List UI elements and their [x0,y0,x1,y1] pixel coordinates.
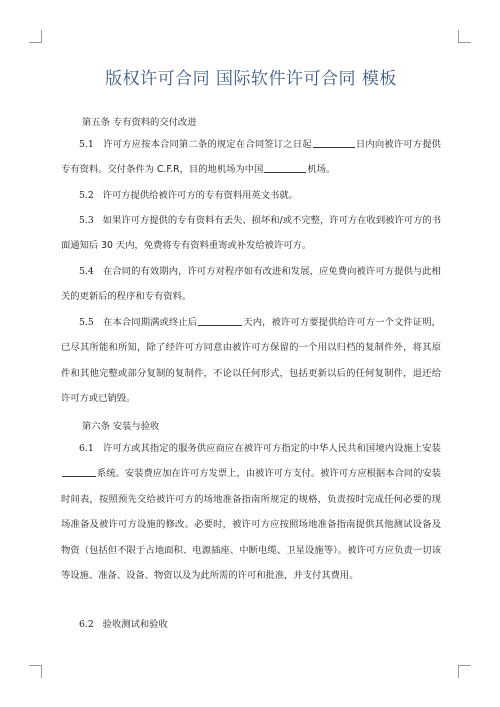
fill-in-blank-system [62,466,96,477]
clause-5-1 [61,132,441,183]
clause-text: 日内向被许可方提供专有资料。交付条件为 C.F.R，目的地机场为中国 [61,139,441,176]
clause-text: 在合同的有效期内，许可方对程序如有改进和发展，应免费向被许可方提供与此相关的更新后的程序和专有资料。 [61,266,441,303]
clause-number: 5.4 [79,266,94,277]
document-title: 版权许可合同 国际软件许可合同 模板 [105,69,397,89]
fill-in-blank-airport [264,162,306,173]
clause-number: 6.1 [79,443,94,454]
fill-in-blank-days [313,137,355,148]
article-6-heading: 第六条 安装与验收 [82,421,160,432]
clause-6-1 [61,436,441,588]
corner-mark-bottom-right [458,665,471,678]
clause-number: 5.3 [79,215,94,226]
clause-5-4 [61,259,441,310]
clause-number: 5.2 [79,190,94,201]
corner-mark-bottom-left [29,665,42,678]
clause-number: 5.1 [79,139,94,150]
clause-text: 天内，被许可方要提供给许可方一个文件证明，已尽其所能和所知，除了经许可方同意由被许可方保留的一个用以归档的复制件外，将其原件和其他完整或部分复制的复制件，不论以任何形式，包括更新以后的任何复制件，退还给许可方或已销毁。 [61,317,441,405]
clause-text: 如果许可方提供的专有资料有丢失、损坏和/或不完整，许可方在收到被许可方的书面通知后 30 天内，免费将专有资料重寄或补发给被许可方。 [61,215,441,252]
clause-5-2 [61,183,441,208]
clause-text: 系统。安装费应加在许可方发票上，由被许可方支付。被许可方应根据本合同的安装时间表，按照预先交给被许可方的场地准备指南所规定的规格，负责按时完成任何必要的现场准备及被许可方设施的修改。必要时，被许可方应按照场地准备指南提供其他测试设备及物资（包括但不限于占地面积、电源插座、中断电缆、卫星设施等）。被许可方应负责一切该等设施、准备、设备、物资以及为此所需的许可和批准，并支付其费用。 [61,468,441,582]
clause-6-2 [61,612,441,637]
fill-in-blank-days [198,315,242,326]
clause-text: 许可方或其指定的服务供应商应在被许可方指定的中华人民共和国境内设施上安装 [102,443,441,454]
clause-text: 机场。 [307,164,336,176]
clause-number: 5.5 [79,317,94,328]
clause-text: 在本合同期满或终止后 [103,317,198,328]
clause-number: 6.2 [79,619,94,630]
clause-5-5 [61,310,441,412]
clause-text: 许可方提供给被许可方的专有资料用英文书就。 [102,190,298,201]
corner-mark-top-right [458,30,471,43]
corner-mark-top-left [29,30,42,43]
clause-text: 许可方应按本合同第二条的规定在合同签订之日起 [103,139,312,150]
clause-5-3 [61,208,441,259]
clause-text: 验收测试和验收 [102,619,168,630]
article-5-heading: 第五条 专有资料的交付改进 [82,117,197,128]
